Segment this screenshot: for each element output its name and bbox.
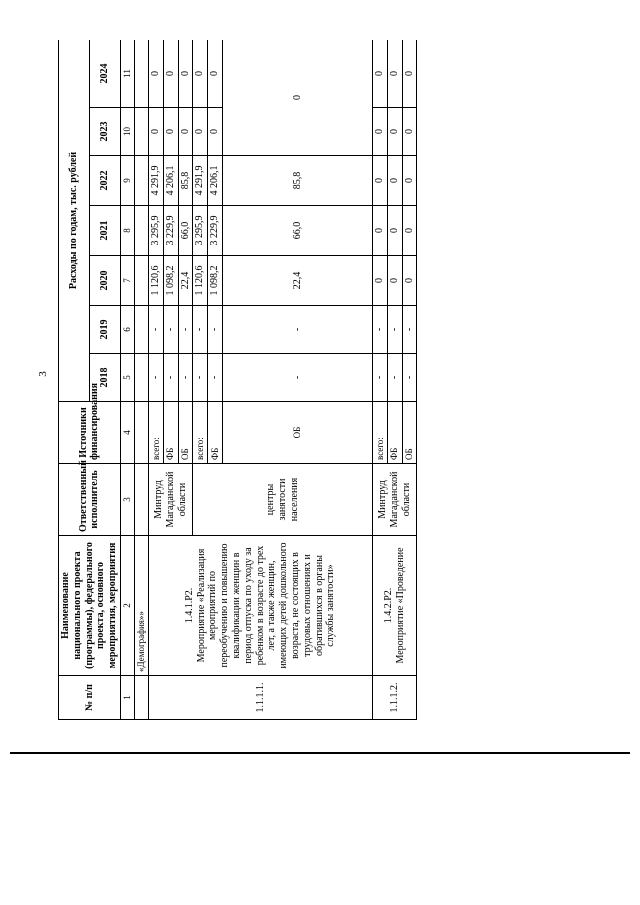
value-cell: 0 <box>148 40 163 108</box>
value-cell: 0 <box>163 40 178 108</box>
value-cell: 1 120,6 <box>193 256 208 306</box>
value-cell: 0 <box>402 206 417 256</box>
value-cell: 0 <box>402 108 417 156</box>
value-cell: 0 <box>208 40 223 108</box>
value-cell: 0 <box>387 256 402 306</box>
value-cell: 0 <box>402 156 417 206</box>
column-number: 10 <box>120 108 134 156</box>
header-year: 2020 <box>89 256 120 306</box>
value-cell: 66,0 <box>222 206 372 256</box>
header-year: 2019 <box>89 306 120 354</box>
page-number: 3 <box>36 371 49 377</box>
measure-text: Мероприятие «Проведение <box>394 547 406 664</box>
value-cell: 4 206,1 <box>163 156 178 206</box>
value-cell: 3 295,9 <box>193 206 208 256</box>
column-number: 1 <box>120 676 134 720</box>
header-year: 2022 <box>89 156 120 206</box>
value-cell: 0 <box>402 256 417 306</box>
value-cell: 4 291,9 <box>148 156 163 206</box>
column-number: 5 <box>120 354 134 402</box>
demography-label: «Демография»» <box>134 536 148 676</box>
page-divider <box>10 752 630 754</box>
value-cell: 22,4 <box>222 256 372 306</box>
column-number: 6 <box>120 306 134 354</box>
source-cell: всего: <box>148 402 163 464</box>
source-cell: всего: <box>372 402 387 464</box>
value-cell: 0 <box>387 40 402 108</box>
column-number: 3 <box>120 464 134 536</box>
column-number: 8 <box>120 206 134 256</box>
value-cell: - <box>372 306 387 354</box>
value-cell: - <box>387 306 402 354</box>
value-cell: 0 <box>208 108 223 156</box>
header-year: 2024 <box>89 40 120 108</box>
header-num: № п/п <box>59 676 121 720</box>
measure-text: Мероприятие «Реализация мероприятий по переобучению и повышению квалификации женщин в период отпуска по уходу за ребенком в возрасте до трех лет, а также женщин, имеющих детей дошкольного возраста, не состоящих в трудовых отношениях и обратившихся в органы службы занятости» <box>195 542 337 669</box>
header-expenses-group: Расходы по годам, тыс. рублей <box>59 40 90 402</box>
value-cell: - <box>208 306 223 354</box>
column-number-row <box>120 40 134 720</box>
source-cell: ОБ <box>222 402 372 464</box>
value-cell: 3 229,9 <box>208 206 223 256</box>
demography-row <box>134 40 148 720</box>
value-cell: 0 <box>372 206 387 256</box>
value-cell: - <box>402 354 417 402</box>
value-cell: 0 <box>178 40 193 108</box>
table-row <box>372 40 387 720</box>
table-row <box>148 40 163 720</box>
column-number: 4 <box>120 402 134 464</box>
source-cell: ОБ <box>402 402 417 464</box>
value-cell: 4 291,9 <box>193 156 208 206</box>
value-cell: 0 <box>163 108 178 156</box>
value-cell: 0 <box>372 40 387 108</box>
value-cell: 1 098,2 <box>208 256 223 306</box>
measure-name <box>372 536 416 676</box>
value-cell: - <box>372 354 387 402</box>
header-name: Наименование национального проекта (программы), федерального проекта, основного мероприятия, мероприятия <box>59 536 121 676</box>
value-cell: - <box>163 306 178 354</box>
header-executor: Ответственный исполнитель <box>59 464 121 536</box>
value-cell: - <box>193 306 208 354</box>
value-cell: 3 295,9 <box>148 206 163 256</box>
value-cell: 66,0 <box>178 206 193 256</box>
column-number: 7 <box>120 256 134 306</box>
value-cell: 0 <box>387 206 402 256</box>
source-cell: всего: <box>193 402 208 464</box>
value-cell: 0 <box>387 108 402 156</box>
measure-code: 1.4.1.Р2. <box>183 587 195 624</box>
value-cell: - <box>163 354 178 402</box>
rotated-table <box>58 40 618 720</box>
value-cell: 0 <box>387 156 402 206</box>
value-cell: 85,8 <box>222 156 372 206</box>
source-cell: ФБ <box>163 402 178 464</box>
value-cell: 0 <box>148 108 163 156</box>
value-cell: 0 <box>372 256 387 306</box>
value-cell: 1 120,6 <box>148 256 163 306</box>
header-year: 2018 <box>89 354 120 402</box>
rotated-table-frame <box>58 40 618 720</box>
header-source: Источники финансирования <box>59 402 121 464</box>
measure-code: 1.4.2.Р2. <box>382 587 394 624</box>
value-cell: 0 <box>222 40 372 156</box>
value-cell: 4 206,1 <box>208 156 223 206</box>
value-cell: 22,4 <box>178 256 193 306</box>
value-cell: - <box>387 354 402 402</box>
header-year: 2023 <box>89 108 120 156</box>
value-cell: - <box>148 354 163 402</box>
value-cell: - <box>222 354 372 402</box>
executor: центры занятости населения <box>193 464 373 536</box>
source-cell: ФБ <box>208 402 223 464</box>
column-number: 2 <box>120 536 134 676</box>
value-cell: 1 098,2 <box>163 256 178 306</box>
value-cell: 0 <box>372 108 387 156</box>
value-cell: - <box>208 354 223 402</box>
value-cell: 0 <box>178 108 193 156</box>
value-cell: 0 <box>402 40 417 108</box>
row-number: 1.1.1.2. <box>372 676 416 720</box>
measure-name <box>148 536 372 676</box>
value-cell: - <box>402 306 417 354</box>
value-cell: 3 229,9 <box>163 206 178 256</box>
source-cell: ОБ <box>178 402 193 464</box>
value-cell: - <box>148 306 163 354</box>
value-cell: - <box>222 306 372 354</box>
header-year: 2021 <box>89 206 120 256</box>
row-number: 1.1.1.1. <box>148 676 372 720</box>
value-cell: 0 <box>193 40 208 108</box>
executor: Минтруд Магаданской области <box>148 464 192 536</box>
value-cell: 0 <box>193 108 208 156</box>
value-cell: - <box>193 354 208 402</box>
value-cell: 85,8 <box>178 156 193 206</box>
value-cell: - <box>178 354 193 402</box>
executor: Минтруд Магаданской области <box>372 464 416 536</box>
column-number: 11 <box>120 40 134 108</box>
value-cell: 0 <box>372 156 387 206</box>
source-cell: ФБ <box>387 402 402 464</box>
column-number: 9 <box>120 156 134 206</box>
value-cell: - <box>178 306 193 354</box>
budget-table <box>58 40 417 720</box>
